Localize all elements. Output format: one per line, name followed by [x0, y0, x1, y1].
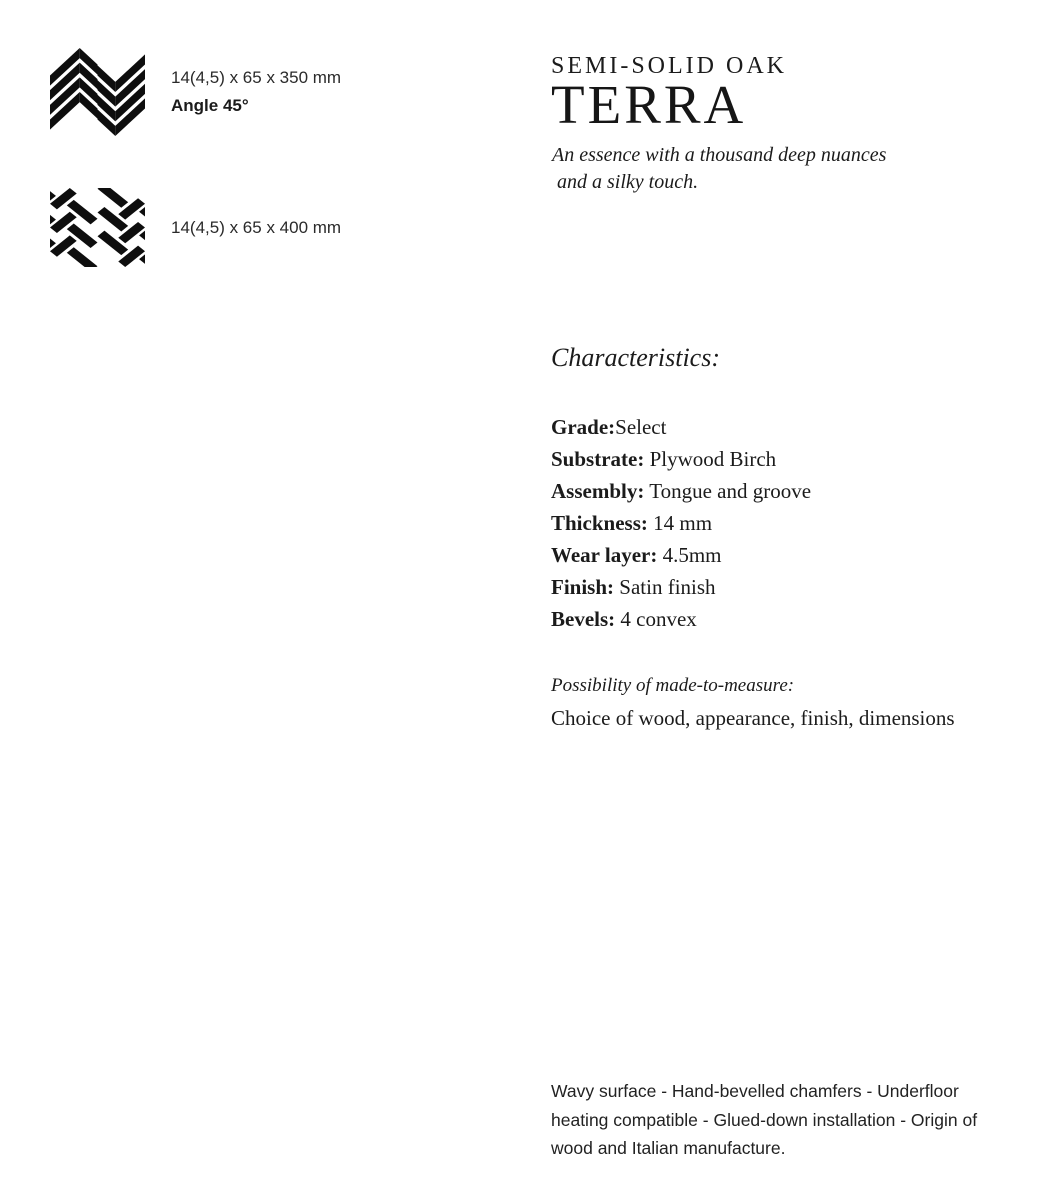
characteristic-value: Plywood Birch [644, 447, 777, 471]
collection-name: SEMI-SOLID OAK [551, 53, 787, 79]
characteristic-value: Select [615, 415, 667, 439]
format-row-chevron [50, 48, 341, 136]
characteristic-value: Tongue and groove [644, 479, 812, 503]
characteristic-row-finish [551, 571, 811, 603]
chevron-pattern-icon [50, 48, 145, 136]
product-title: TERRA [551, 74, 747, 135]
characteristic-row-assembly [551, 475, 811, 507]
characteristic-row-bevels [551, 603, 811, 635]
characteristic-row-wear-layer [551, 539, 811, 571]
tagline-line: An essence with a thousand deep nuances [552, 144, 887, 166]
format-dimensions: 14(4,5) x 65 x 400 mm [171, 217, 342, 237]
format-info [171, 214, 341, 242]
characteristic-value: 4 convex [615, 607, 697, 631]
characteristics-list [551, 411, 811, 635]
made-to-measure-text: Choice of wood, appearance, finish, dimensions [551, 706, 955, 730]
characteristic-label: Substrate: [551, 447, 645, 471]
characteristic-label: Thickness: [551, 511, 648, 535]
product-tagline [552, 142, 886, 196]
characteristic-row-grade [551, 411, 811, 443]
characteristic-label: Assembly: [551, 479, 645, 503]
characteristic-value: 4.5mm [657, 543, 722, 567]
characteristic-label: Wear layer: [551, 543, 658, 567]
characteristics-heading: Characteristics: [551, 343, 720, 372]
format-dimensions: 14(4,5) x 65 x 350 mm [171, 68, 342, 87]
made-to-measure-heading: Possibility of made-to-measure: [551, 675, 795, 696]
herringbone-pattern-icon [50, 188, 145, 267]
format-angle-note: Angle 45° [171, 96, 249, 115]
characteristic-row-substrate [551, 443, 811, 475]
format-info [171, 64, 341, 120]
characteristic-row-thickness [551, 507, 811, 539]
made-to-measure-section [551, 670, 955, 734]
tagline-line: and a silky touch. [557, 171, 699, 193]
characteristic-value: 14 mm [647, 511, 713, 535]
characteristic-label: Bevels: [551, 607, 616, 631]
characteristic-label: Grade: [551, 415, 616, 439]
characteristic-label: Finish: [551, 575, 615, 599]
format-row-herringbone [50, 188, 341, 267]
product-features-text: Wavy surface - Hand-bevelled chamfers - Underfloor heating compatible - Glued-down installation - Origin of wood and Italian manufacture. [551, 1081, 978, 1158]
characteristic-value: Satin finish [614, 575, 716, 599]
